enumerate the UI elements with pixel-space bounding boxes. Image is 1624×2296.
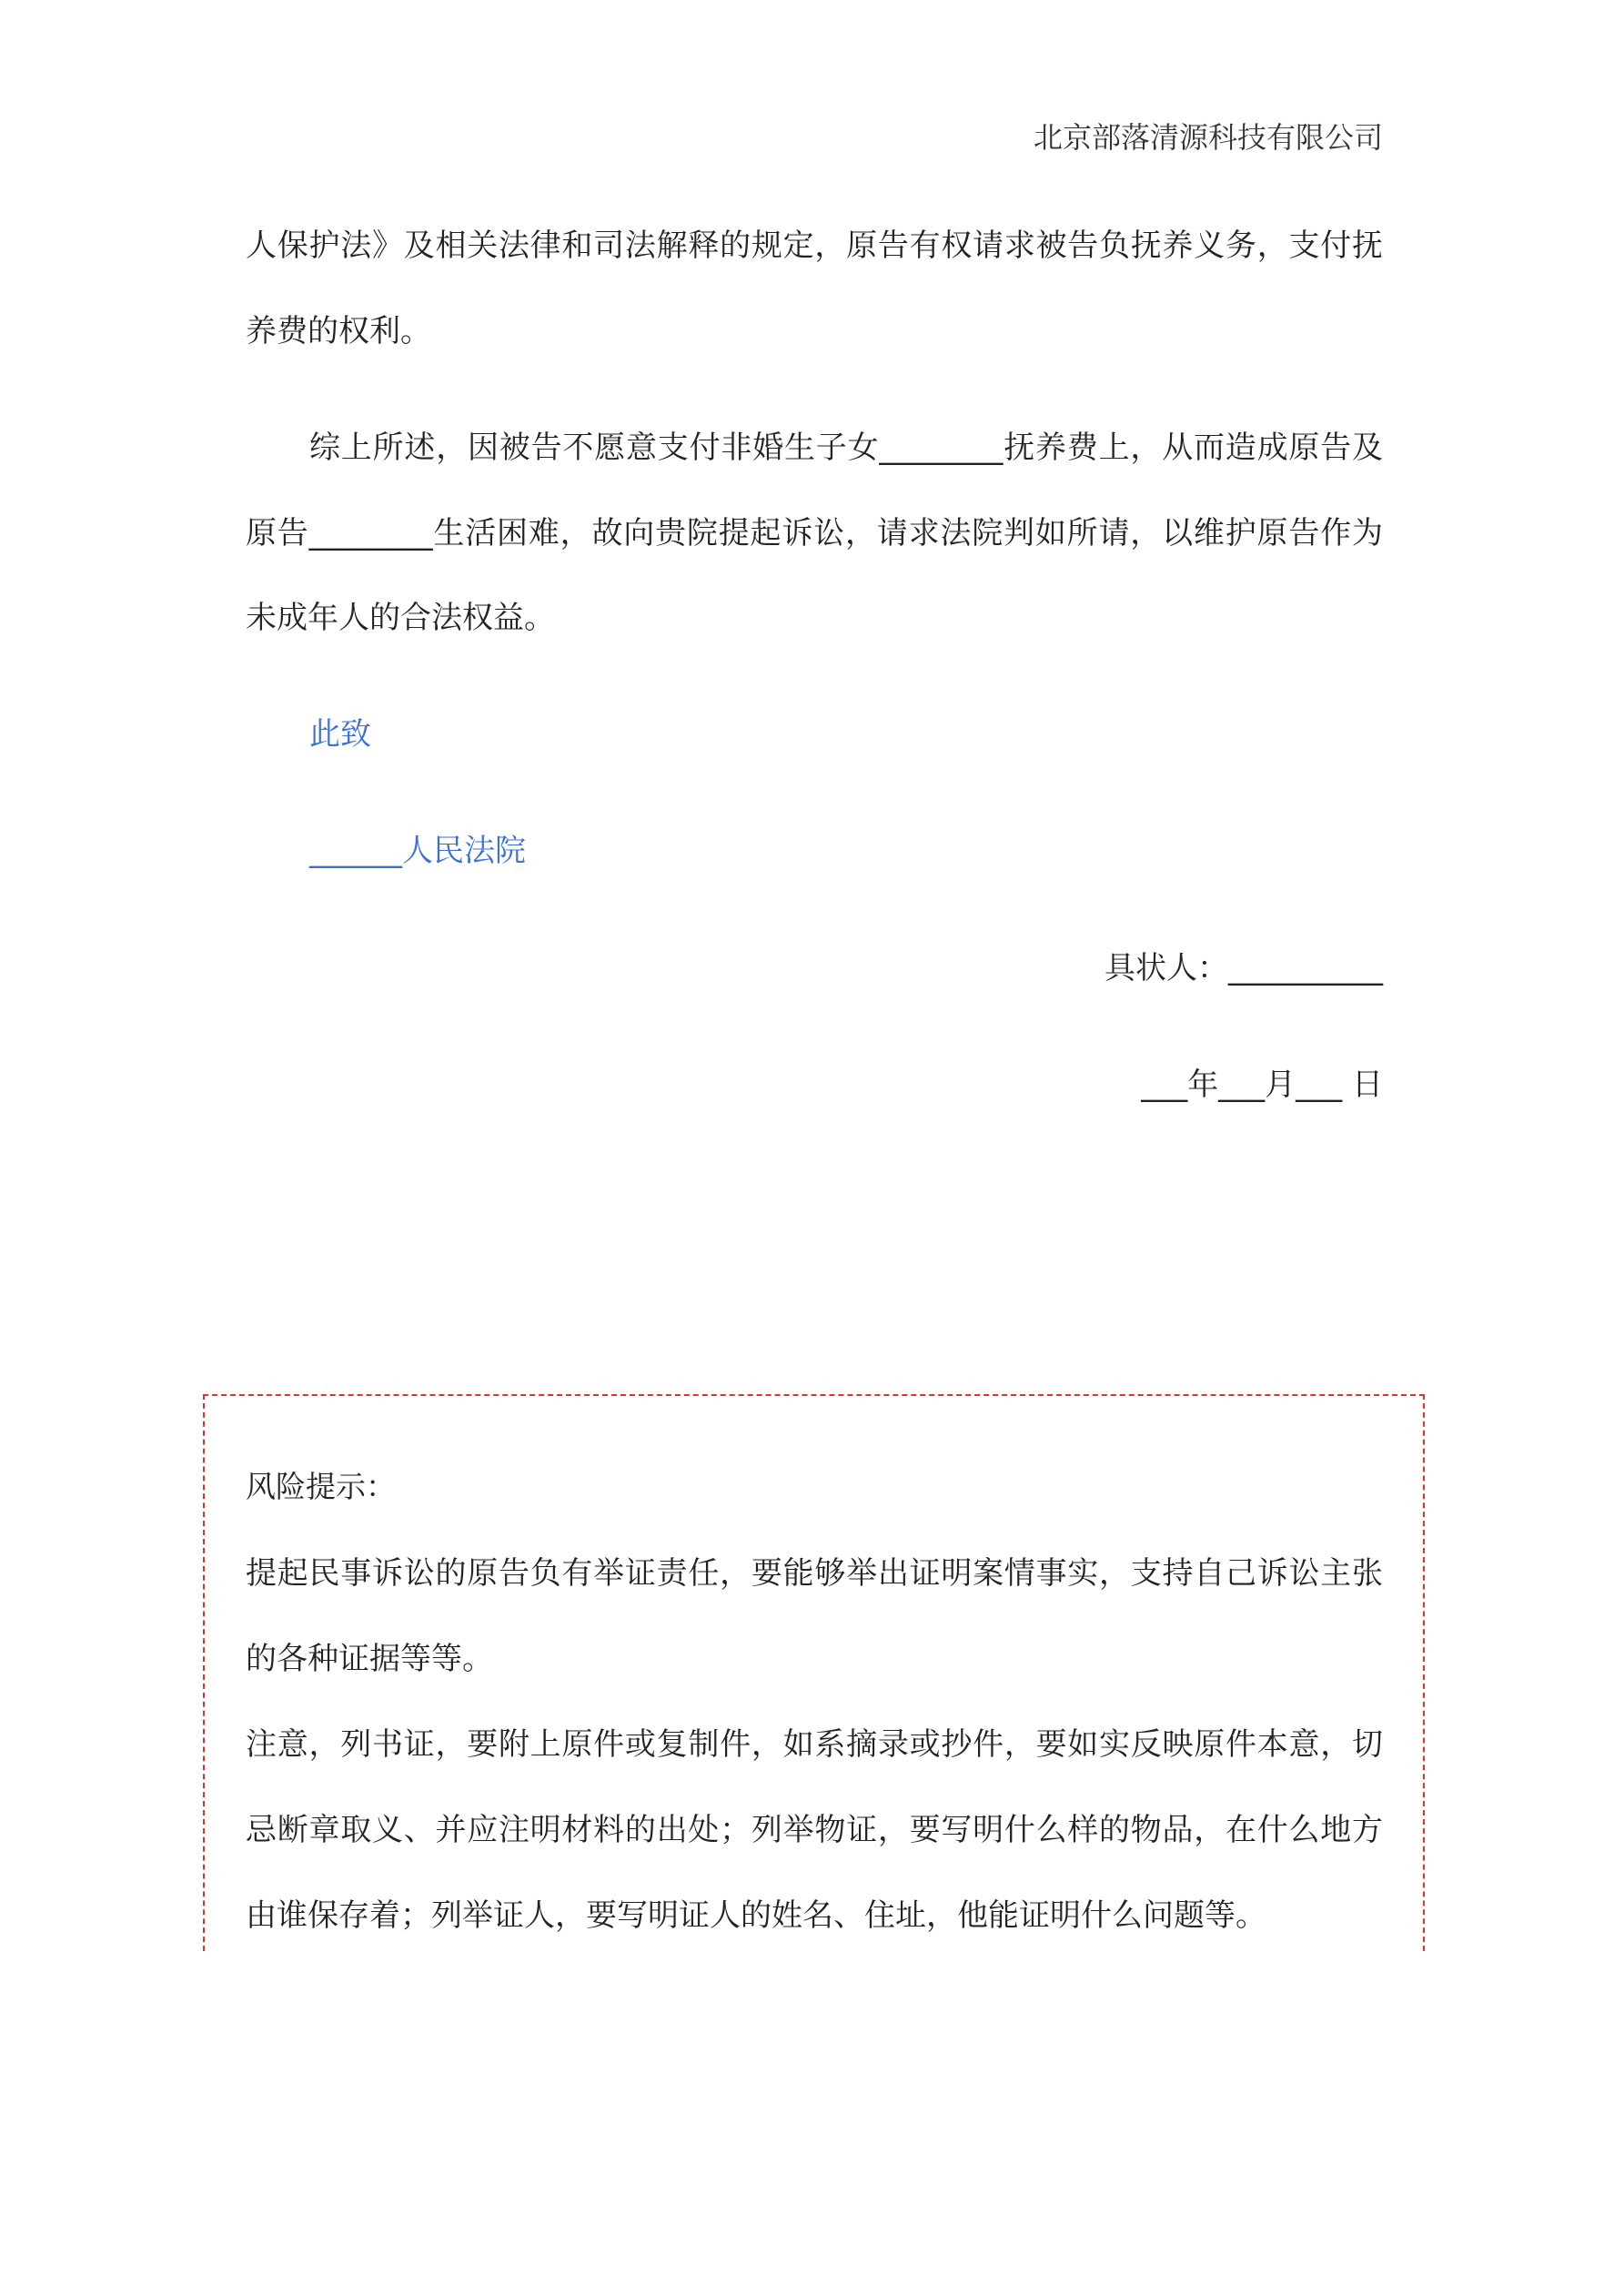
header-company-name: 北京部落清源科技有限公司: [1033, 120, 1383, 155]
risk-line-1: 提起民事诉讼的原告负有举证责任，要能够举出证明案情事实，支持自己诉讼主张: [246, 1555, 1383, 1592]
salutation: 此致: [309, 716, 371, 753]
risk-title: 风险提示：: [246, 1469, 396, 1504]
risk-line-2: 的各种证据等等。: [246, 1641, 493, 1677]
risk-line-4: 忌断章取义、并应注明材料的出处；列举物证，要写明什么样的物品，在什么地方: [246, 1812, 1383, 1848]
paragraph-2-line-3: 未成年人的合法权益。: [246, 600, 555, 636]
court-name: ______人民法院: [309, 833, 526, 869]
risk-line-3: 注意，列书证，要附上原件或复制件，如系摘录或抄件，要如实反映原件本意，切: [246, 1726, 1383, 1763]
signer-line: 具状人：__________: [1105, 950, 1383, 986]
paragraph-2-line-1: 综上所述，因被告不愿意支付非婚生子女________抚养费上，从而造成原告及: [309, 430, 1383, 466]
paragraph-1-line-2: 养费的权利。: [246, 313, 431, 349]
date-line: ___年___月___ 日: [1141, 1067, 1383, 1103]
paragraph-2-line-2: 原告________生活困难，故向贵院提起诉讼，请求法院判如所请，以维护原告作为: [246, 515, 1383, 551]
paragraph-1-line-1: 人保护法》及相关法律和司法解释的规定，原告有权请求被告负抚养义务，支付抚: [246, 228, 1383, 264]
risk-line-5: 由谁保存着；列举证人，要写明证人的姓名、住址，他能证明什么问题等。: [246, 1897, 1266, 1934]
